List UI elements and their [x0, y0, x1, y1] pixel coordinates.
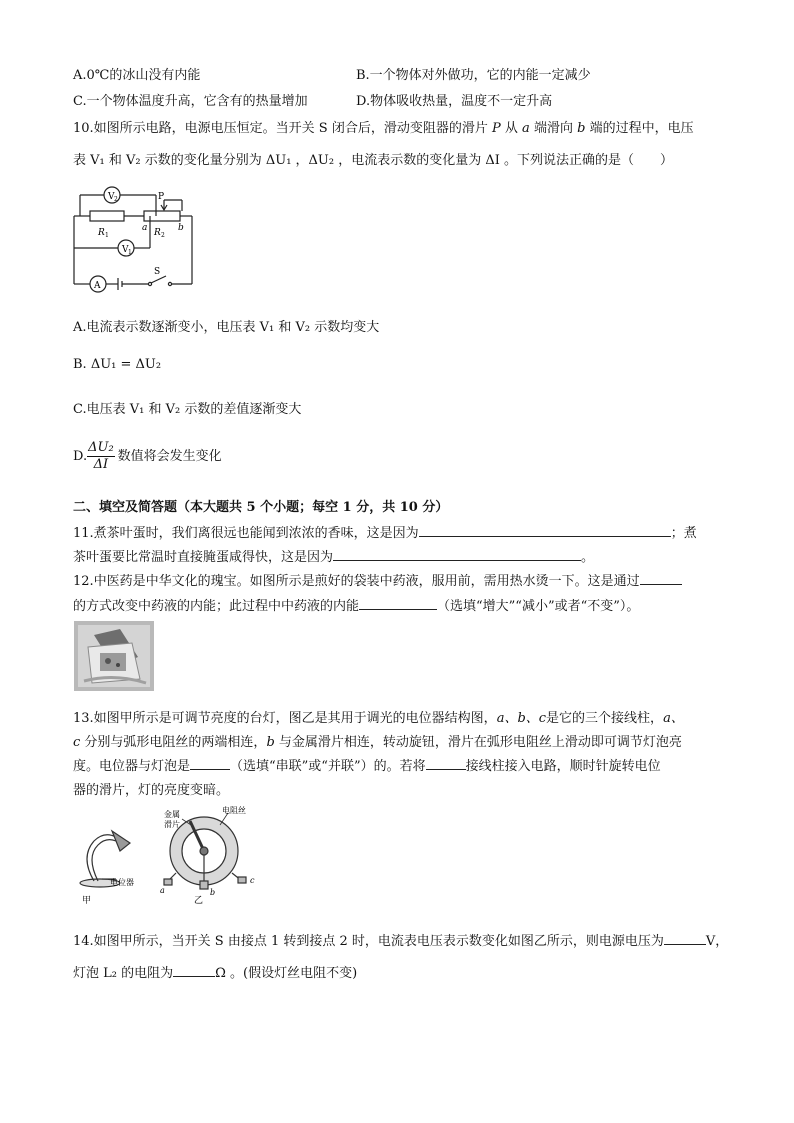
resistor-r1-icon — [90, 211, 124, 221]
svg-text:甲: 甲 — [82, 896, 92, 905]
svg-text:2: 2 — [114, 196, 118, 203]
medicine-bag-photo — [74, 621, 154, 691]
q9-option-a: A.0℃的冰山没有内能 — [73, 68, 201, 83]
svg-text:乙: 乙 — [194, 896, 204, 905]
q10-stem-line2: 表 V₁ 和 V₂ 示数的变化量分别为 ΔU₁ ，ΔU₂ ，电流表示数的变化量为 ΔI 。下列说法正确的是（ ） — [73, 153, 674, 168]
q12-line2: 的方式改变中药液的内能；此过程中中药液的内能 （选填“增大”“减小”或者“不变”）。 — [73, 595, 639, 614]
svg-text:V: V — [122, 245, 129, 255]
switch-icon — [151, 276, 166, 283]
answer-blank[interactable] — [173, 963, 215, 977]
answer-blank[interactable] — [426, 756, 466, 770]
svg-text:P: P — [158, 192, 165, 202]
fraction: $\frac{\text{ΔU₂}}{\Delta I}$ — [88, 440, 114, 472]
q10-option-a: A.电流表示数逐渐变小，电压表 V₁ 和 V₂ 示数均变大 — [73, 320, 380, 335]
svg-text:电位器: 电位器 — [110, 878, 134, 887]
q9-option-c: C.一个物体温度升高，它含有的热量增加 — [73, 94, 308, 109]
q9-option-d: D.物体吸收热量，温度不一定升高 — [356, 94, 553, 109]
svg-text:c: c — [250, 876, 255, 885]
svg-text:R: R — [154, 228, 161, 238]
svg-text:A: A — [94, 281, 101, 291]
q13-line3: 度。电位器与灯泡是 （选填“串联”或“并联”）的。若将 接线柱接入电路，顺时针旋转电位 — [73, 755, 661, 774]
q13-line4: 器的滑片，灯的亮度变暗。 — [73, 783, 230, 798]
q12-line1: 12.中医药是中华文化的瑰宝。如图所示是煎好的袋装中药液，服用前，需用热水烫一下。这是通过 — [73, 570, 682, 589]
svg-text:V: V — [108, 192, 115, 202]
answer-blank[interactable] — [359, 596, 437, 610]
q11-line2: 茶叶蛋要比常温时直接腌蛋咸得快，这是因为 。 — [73, 546, 594, 565]
svg-text:S: S — [154, 267, 161, 277]
answer-blank[interactable] — [419, 523, 671, 537]
svg-text:a: a — [142, 223, 148, 233]
svg-text:b: b — [210, 888, 216, 897]
q10-option-b: B. ΔU₁ = ΔU₂ — [73, 357, 162, 372]
svg-text:金属: 金属 — [164, 810, 180, 819]
q9-option-b: B.一个物体对外做功，它的内能一定减少 — [356, 68, 591, 83]
q14-line1: 14.如图甲所示，当开关 S 由接点 1 转到接点 2 时，电流表电压表示数变化如图乙所示，则电源电压为 V， — [73, 930, 728, 949]
q11-line1: 11.煮茶叶蛋时，我们离很远也能闻到浓浓的香味，这是因为 ；煮 — [73, 522, 697, 541]
q10-option-c: C.电压表 V₁ 和 V₂ 示数的差值逐渐变大 — [73, 402, 302, 417]
svg-text:R: R — [98, 228, 105, 238]
q13-lamp-potentiometer-figure — [72, 805, 272, 905]
svg-text:1: 1 — [128, 249, 132, 256]
answer-blank[interactable] — [640, 571, 682, 585]
svg-text:2: 2 — [161, 232, 165, 239]
q10-circuit-diagram — [72, 182, 202, 298]
rheostat-r2-icon — [144, 211, 180, 221]
q13-line2: c 分别与弧形电阻丝的两端相连，b 与金属滑片相连，转动旋钮，滑片在弧形电阻丝上滑动即可调节灯泡亮 — [73, 735, 682, 750]
answer-blank[interactable] — [190, 756, 230, 770]
answer-blank[interactable] — [333, 547, 581, 561]
svg-text:1: 1 — [105, 232, 109, 239]
q14-line2: 灯泡 L₂ 的电阻为 Ω 。(假设灯丝电阻不变) — [73, 962, 357, 981]
q10-option-d: D. $\frac{\text{ΔU₂}}{\Delta I}$ 数值将会发生变化 — [73, 440, 222, 472]
svg-text:电阻丝: 电阻丝 — [222, 806, 246, 815]
svg-text:a: a — [160, 886, 165, 895]
section-2-title: 二、填空及简答题（本大题共 5 个小题；每空 1 分，共 10 分） — [73, 500, 449, 515]
q13-line1: 13.如图甲所示是可调节亮度的台灯，图乙是其用于调光的电位器结构图，a、b、c是它的三个接线柱，a、 — [73, 711, 684, 726]
svg-text:滑片: 滑片 — [164, 820, 180, 829]
answer-blank[interactable] — [664, 931, 706, 945]
q10-stem-line1: 10.如图所示电路，电源电压恒定。当开关 S 闭合后，滑动变阻器的滑片 P 从 a 端滑向 b 端的过程中，电压 — [73, 121, 694, 136]
svg-text:b: b — [178, 223, 184, 233]
